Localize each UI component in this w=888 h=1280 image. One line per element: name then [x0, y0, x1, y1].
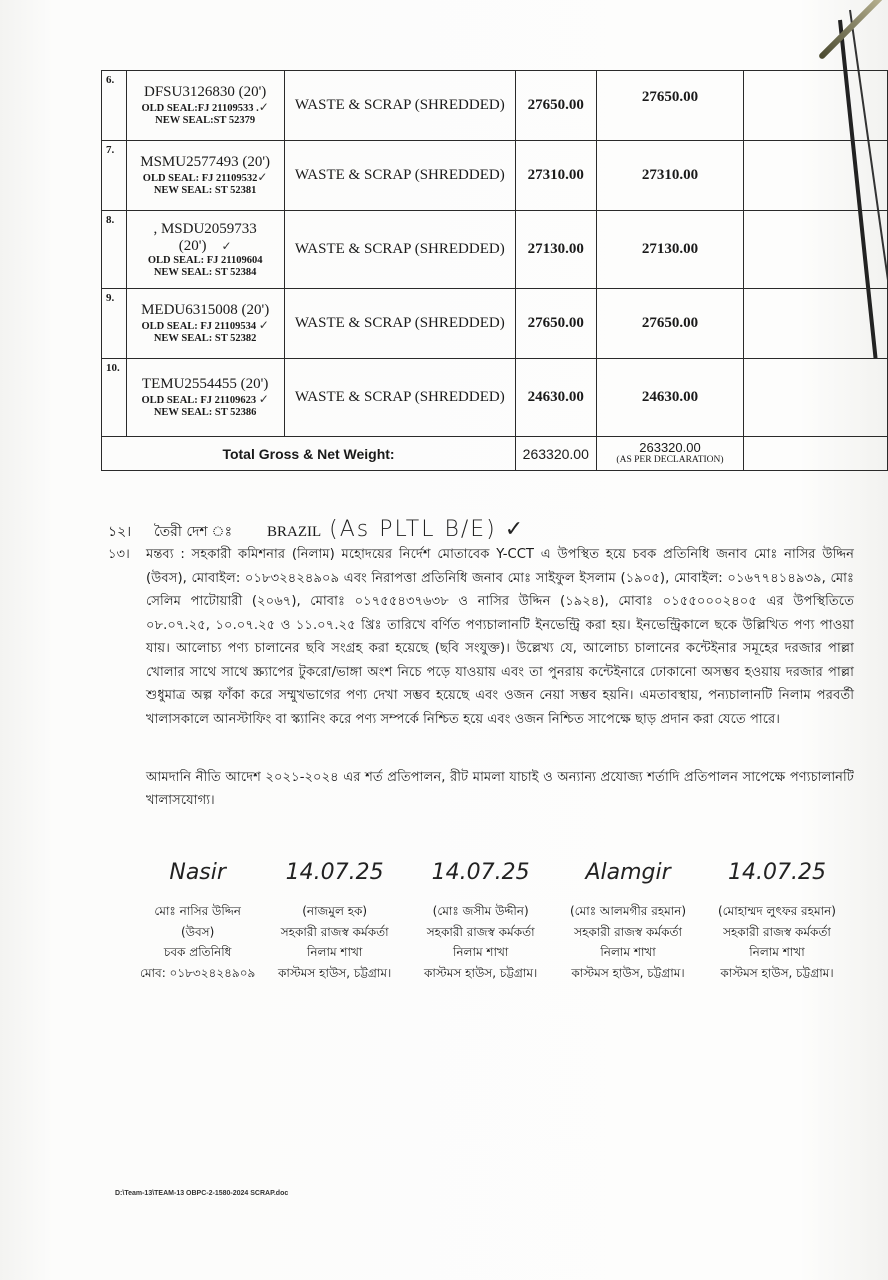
signatory-section: নিলাম শাখা — [749, 945, 805, 959]
description-cell: WASTE & SCRAP (SHREDDED) — [284, 71, 516, 141]
initial-check-icon: ✓ — [504, 517, 526, 542]
blank-cell — [744, 71, 888, 141]
signatory-name: মোঃ নাসির উদ্দিন — [154, 904, 241, 918]
country-of-origin — [108, 517, 525, 544]
container-cell — [126, 71, 284, 141]
net-value: 27310.00 — [641, 167, 699, 183]
gross-weight — [516, 359, 596, 437]
description-cell: WASTE & SCRAP (SHREDDED) — [284, 211, 516, 289]
signatory-title: সহকারী রাজস্ব কর্মকর্তা — [426, 924, 535, 939]
container-size: (20') — [178, 237, 207, 254]
old-seal: OLD SEAL: FJ 21109623 — [141, 395, 257, 406]
signatory-title: চবক প্রতিনিধি — [163, 945, 232, 959]
gross-value: 27650.00 — [527, 315, 584, 331]
check-mark-icon: ✓ — [257, 170, 268, 184]
signatory-title: সহকারী রাজস্ব কর্মকর্তা — [574, 924, 682, 939]
net-value: 27650.00 — [641, 315, 699, 331]
signatory-name: (মোঃ আলমগীর রহমান) — [570, 904, 687, 918]
check-mark-icon: ✓ — [258, 100, 269, 114]
container-cell — [126, 359, 284, 437]
check-mark-icon: ✓ — [258, 318, 269, 332]
total-row — [102, 437, 888, 471]
new-seal: NEW SEAL:ST 52379 — [155, 115, 256, 126]
gross-value: 27650.00 — [527, 97, 584, 113]
gross-value: 27130.00 — [527, 241, 584, 257]
blank-cell — [744, 437, 888, 471]
table-row — [102, 141, 888, 211]
signatory-contact: মোব: ০১৮৩২৪২৪৯০৯ — [140, 965, 256, 980]
signature-block — [424, 845, 537, 983]
serial-number: 7. — [102, 141, 127, 211]
item-number: ১৩। — [108, 547, 130, 562]
blank-cell — [744, 211, 888, 289]
net-weight — [596, 359, 744, 437]
net-weight — [596, 71, 744, 141]
remarks-section — [108, 543, 854, 731]
gross-value: 24630.00 — [527, 389, 584, 405]
container-weight-table — [101, 70, 888, 471]
serial-number: 8. — [102, 211, 127, 289]
old-seal: OLD SEAL:FJ 21109533 . — [141, 103, 259, 114]
signatory-name: (নাজমুল হক) — [302, 904, 368, 918]
container-id: TEMU2554455 (20') — [141, 376, 269, 392]
blank-cell — [744, 289, 888, 359]
check-mark-icon: ✓ — [221, 238, 232, 253]
gross-weight — [516, 289, 596, 359]
signatory-office: কাস্টমস হাউস, চট্টগ্রাম। — [571, 965, 685, 980]
blank-cell — [744, 359, 888, 437]
signature-block — [570, 845, 686, 983]
signature: 14.07.25 — [285, 860, 384, 885]
check-mark-icon: ✓ — [258, 392, 269, 406]
serial-number: 6. — [102, 71, 127, 141]
signatory-section: নিলাম শাখা — [306, 945, 363, 959]
gross-value: 27310.00 — [527, 167, 584, 183]
gross-weight — [516, 141, 596, 211]
net-weight — [596, 211, 744, 289]
signature-block — [718, 845, 836, 983]
new-seal: NEW SEAL: ST 52381 — [153, 185, 257, 196]
old-seal: OLD SEAL: FJ 21109534 — [141, 321, 257, 332]
country-label: তৈরী দেশ ঃ — [154, 524, 233, 540]
container-id: , MSDU2059733 — [153, 220, 257, 237]
container-cell — [126, 141, 284, 211]
signatory-line: (উবস) — [180, 924, 215, 939]
file-path-footer: D:\Team-13\TEAM-13 OBPC-2-1580-2024 SCRAP.doc — [115, 1190, 289, 1197]
signatory-name: (মোঃ জসীম উদ্দীন) — [432, 904, 529, 918]
new-seal: NEW SEAL: ST 52384 — [153, 266, 257, 278]
signature-block — [278, 845, 391, 983]
signatory-section: নিলাম শাখা — [600, 945, 656, 959]
description-cell: WASTE & SCRAP (SHREDDED) — [284, 359, 516, 437]
signature: 14.07.25 — [727, 860, 826, 885]
gross-weight — [516, 71, 596, 141]
table-row — [102, 211, 888, 289]
container-id: MEDU6315008 (20') — [141, 302, 270, 318]
signatory-title: সহকারী রাজস্ব কর্মকর্তা — [280, 924, 389, 939]
total-net: 263320.00 — [639, 439, 701, 455]
import-policy-note: আমদানি নীতি আদেশ ২০২১-২০২৪ এর শর্ত প্রতিপালন, রীট মামলা যাচাই ও অন্যান্য প্রযোজ্য শর্তাদি প্রতিপালন সাপেক্ষে পণ্যচালানটি খালাসযোগ্য। — [146, 770, 854, 808]
description-cell: WASTE & SCRAP (SHREDDED) — [284, 141, 516, 211]
signatory-name: (মোহাম্মদ লুৎফর রহমান) — [718, 904, 836, 918]
net-value: 27650.00 — [641, 89, 699, 105]
signature: Nasir — [169, 860, 226, 885]
net-weight — [596, 141, 744, 211]
new-seal: NEW SEAL: ST 52382 — [153, 333, 257, 344]
blank-cell — [744, 141, 888, 211]
net-weight — [596, 289, 744, 359]
total-label: Total Gross & Net Weight: — [102, 437, 516, 471]
signatory-title: সহকারী রাজস্ব কর্মকর্তা — [723, 924, 831, 939]
total-gross: 263320.00 — [516, 437, 596, 471]
net-value: 24630.00 — [641, 389, 699, 405]
old-seal: OLD SEAL: FJ 21109532 — [142, 173, 258, 184]
description-cell: WASTE & SCRAP (SHREDDED) — [284, 289, 516, 359]
signatory-office: কাস্টমস হাউস, চট্টগ্রাম। — [424, 965, 538, 980]
signatory-section: নিলাম শাখা — [452, 945, 509, 959]
signature-block — [140, 845, 255, 983]
container-id: MSMU2577493 (20') — [140, 154, 271, 170]
net-value: 27130.00 — [641, 241, 699, 257]
new-seal: NEW SEAL: ST 52386 — [153, 407, 257, 418]
table-row — [102, 71, 888, 141]
container-id: DFSU3126830 (20') — [143, 84, 267, 100]
table-row — [102, 289, 888, 359]
remarks-text: মন্তব্য : সহকারী কমিশনার (নিলাম) মহোদয়ের নির্দেশ মোতাবেক Y-CCT এ উপস্থিত হয়ে চবক প্রতিনিধি জনাব মোঃ নাসির উদ্দিন (উবস), মোবাইল: ০১৮৩২৪২৪৯০৯ এবং নিরাপত্তা প্রতিনিধি জনাব মোঃ সাইফুল ইসলাম (১৯০৫), মোবাইল: ০১৬৭৭৪১৪৯৩৯, মোঃ সেলিম পাটোয়ারী (২০৬৭), মোবাঃ ০১৭৫৫৪৩৭৬৩৮ ও নাসির উদ্দিন (১৯২৪), মোবাঃ ০১৫৫০০০২৪০৫ এর উপস্থিতিতে ০৮.০৭.২৫, ১০.০৭.২৫ ও ১১.০৭.২৫ খ্রিঃ তারিখে বর্ণিত পণ্যচালানটি ইনভেন্ট্রি করা হয়। ইনভেন্ট্রিকালে ছকে উল্লিখিত পণ্য পাওয়া যায়। আলোচ্য পণ্য চালানের ছবি সংগ্রহ করা হয়েছে (ছবি সংযুক্ত)। উল্লেখ্য যে, আলোচ্য চালানের কন্টেইনার সমূহের দরজার পাল্লা খোলার সাথে সাথে স্ক্র্যাপের টুকরো/ভাঙ্গা অংশ নিচে পড়ে যাওয়ায় এবং তা পুনরায় কন্টেইনারে ঢোকানো অসম্ভব হওয়ায় দরজার পাল্লা শুধুমাত্র অল্প ফাঁকা করে সম্মুখভাগের পণ্য দেখা সম্ভব হয়েছে এবং ওজন নেয়া সম্ভব হয়নি। এমতাবস্থায়, পন্যচালানটি নিলাম পরবর্তী খালাসকালে আনস্টাফিং বা স্ক্যানিং করে পণ্য সম্পর্কে নিশ্চিত হয়ে এবং ওজন নিশ্চিত সাপেক্ষে ছাড় প্রদান করা যেতে পারে। — [146, 547, 854, 727]
table-row — [102, 359, 888, 437]
serial-number: 10. — [102, 359, 127, 437]
country-value: BRAZIL — [267, 524, 322, 540]
signature: 14.07.25 — [431, 860, 530, 885]
item-number: ১২। — [108, 524, 132, 540]
old-seal: OLD SEAL: FJ 21109604 — [147, 254, 263, 266]
total-net-cell — [596, 437, 744, 471]
total-net-note: (AS PER DECLARATION) — [616, 454, 724, 465]
container-cell — [126, 211, 284, 289]
handwritten-note: (As PLTL B/E) — [329, 517, 497, 542]
signature: Alamgir — [585, 860, 671, 885]
signatory-office: কাস্টমস হাউস, চট্টগ্রাম। — [278, 965, 392, 980]
serial-number: 9. — [102, 289, 127, 359]
container-cell — [126, 289, 284, 359]
signatory-office: কাস্টমস হাউস, চট্টগ্রাম। — [720, 965, 834, 980]
gross-weight — [516, 211, 596, 289]
